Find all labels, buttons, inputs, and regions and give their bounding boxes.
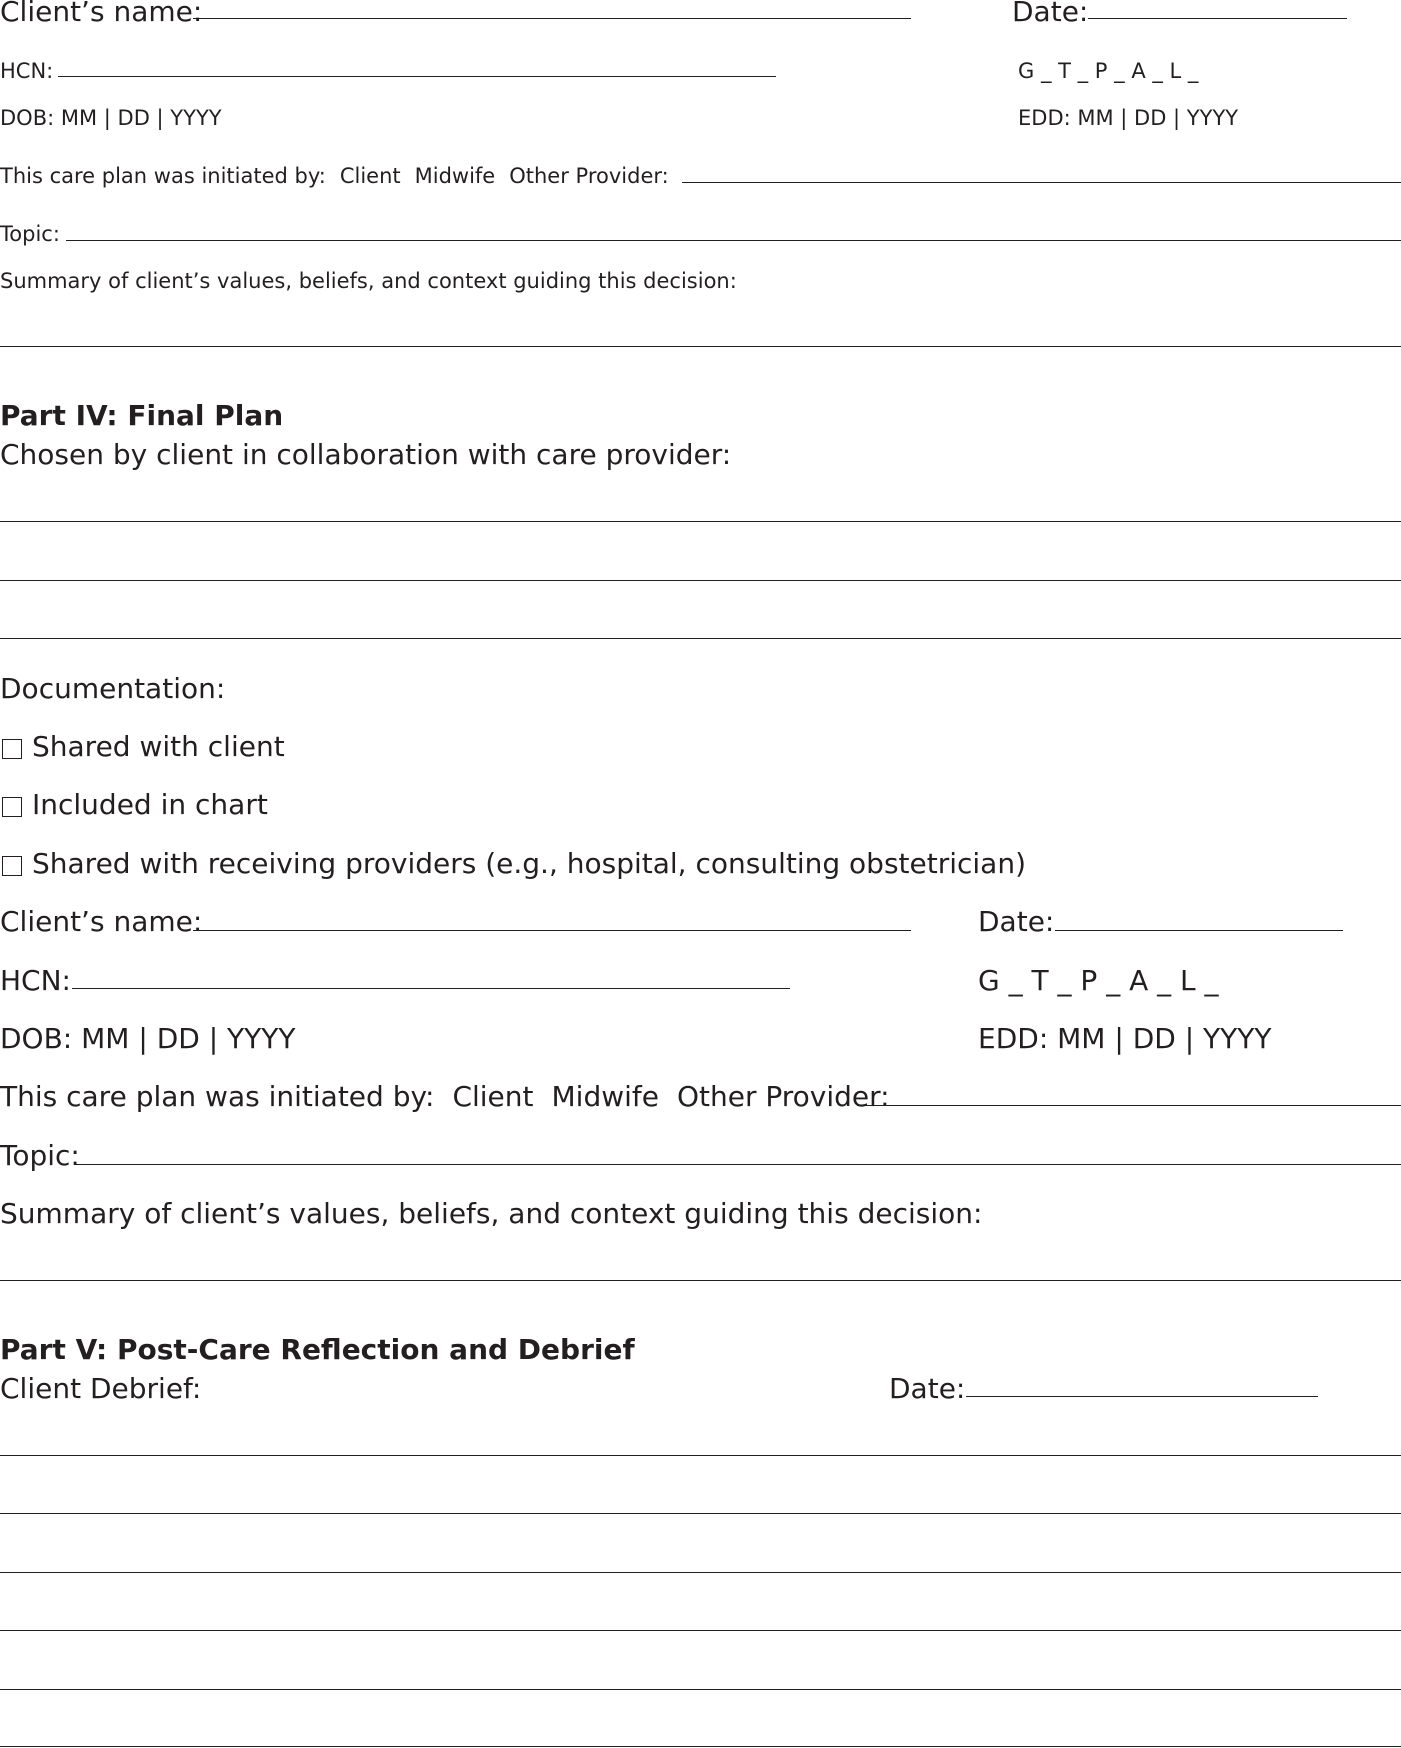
gtpal-text-2: G _ T _ P _ A _ L _ — [978, 964, 1219, 997]
summary-field[interactable] — [0, 346, 1401, 347]
debrief-line-6[interactable] — [0, 1746, 1401, 1747]
date-label-2: Date: — [978, 905, 1055, 938]
debrief-date-label: Date: — [889, 1372, 966, 1405]
debrief-line-2[interactable] — [0, 1513, 1401, 1514]
part-iv-heading: Part IV: Final Plan — [0, 399, 284, 432]
initiated-by-row — [0, 166, 669, 187]
edd-text-2: EDD: MM | DD | YYYY — [978, 1022, 1272, 1055]
client-name-field-2[interactable] — [193, 930, 911, 931]
option-other-provider[interactable]: Other Provider: — [509, 164, 669, 188]
other-provider-field-2[interactable] — [857, 1105, 1401, 1106]
final-plan-line-2[interactable] — [0, 580, 1401, 581]
client-name-label: Client’s name: — [0, 0, 203, 28]
debrief-line-1[interactable] — [0, 1455, 1401, 1456]
part-v-heading: Part V: Post-Care Reflection and Debrief — [0, 1333, 635, 1366]
part-iv-subheading: Chosen by client in collaboration with care provider: — [0, 438, 732, 471]
topic-field[interactable] — [66, 240, 1401, 241]
hcn-label: HCN: — [0, 59, 54, 83]
checkbox-label-included-in-chart: Included in chart — [32, 788, 268, 821]
summary-label-2: Summary of client’s values, beliefs, and context guiding this decision: — [0, 1197, 983, 1230]
hcn-field-2[interactable] — [72, 988, 790, 989]
topic-label-2: Topic: — [0, 1139, 80, 1172]
date-field[interactable] — [1088, 18, 1347, 19]
summary-label: Summary of client’s values, beliefs, and context guiding this decision: — [0, 269, 737, 293]
debrief-line-3[interactable] — [0, 1572, 1401, 1573]
gtpal-text: G _ T _ P _ A _ L _ — [1018, 59, 1199, 83]
documentation-label: Documentation: — [0, 672, 226, 705]
debrief-line-4[interactable] — [0, 1630, 1401, 1631]
other-provider-field[interactable] — [682, 182, 1401, 183]
dob-text: DOB: MM | DD | YYYY — [0, 106, 222, 130]
client-name-field[interactable] — [193, 18, 911, 19]
final-plan-line-3[interactable] — [0, 638, 1401, 639]
debrief-date-field[interactable] — [966, 1396, 1318, 1397]
initiated-by-label-2: This care plan was initiated by: — [0, 1080, 435, 1113]
option-midwife[interactable]: Midwife — [414, 164, 496, 188]
topic-label: Topic: — [0, 222, 60, 246]
hcn-field[interactable] — [58, 76, 776, 77]
topic-field-2[interactable] — [75, 1164, 1401, 1165]
client-debrief-label: Client Debrief: — [0, 1372, 202, 1405]
checkbox-included-in-chart[interactable] — [2, 797, 22, 817]
hcn-label-2: HCN: — [0, 964, 71, 997]
debrief-line-5[interactable] — [0, 1689, 1401, 1690]
final-plan-line-1[interactable] — [0, 521, 1401, 522]
checkbox-shared-with-receiving-providers[interactable] — [2, 856, 22, 876]
initiated-by-row-2 — [0, 1080, 890, 1113]
dob-text-2: DOB: MM | DD | YYYY — [0, 1022, 296, 1055]
summary-field-2[interactable] — [0, 1280, 1401, 1281]
initiated-by-label: This care plan was initiated by: — [0, 164, 326, 188]
date-label: Date: — [1012, 0, 1089, 28]
checkbox-label-shared-with-receiving-providers: Shared with receiving providers (e.g., hospital, consulting obstetrician) — [32, 847, 1027, 880]
option-other-provider-2[interactable]: Other Provider: — [676, 1080, 890, 1113]
option-client[interactable]: Client — [339, 164, 401, 188]
client-name-label-2: Client’s name: — [0, 905, 203, 938]
checkbox-shared-with-client[interactable] — [2, 739, 22, 759]
option-midwife-2[interactable]: Midwife — [551, 1080, 659, 1113]
edd-text: EDD: MM | DD | YYYY — [1018, 106, 1239, 130]
option-client-2[interactable]: Client — [452, 1080, 534, 1113]
date-field-2[interactable] — [1055, 930, 1343, 931]
checkbox-label-shared-with-client: Shared with client — [32, 730, 285, 763]
